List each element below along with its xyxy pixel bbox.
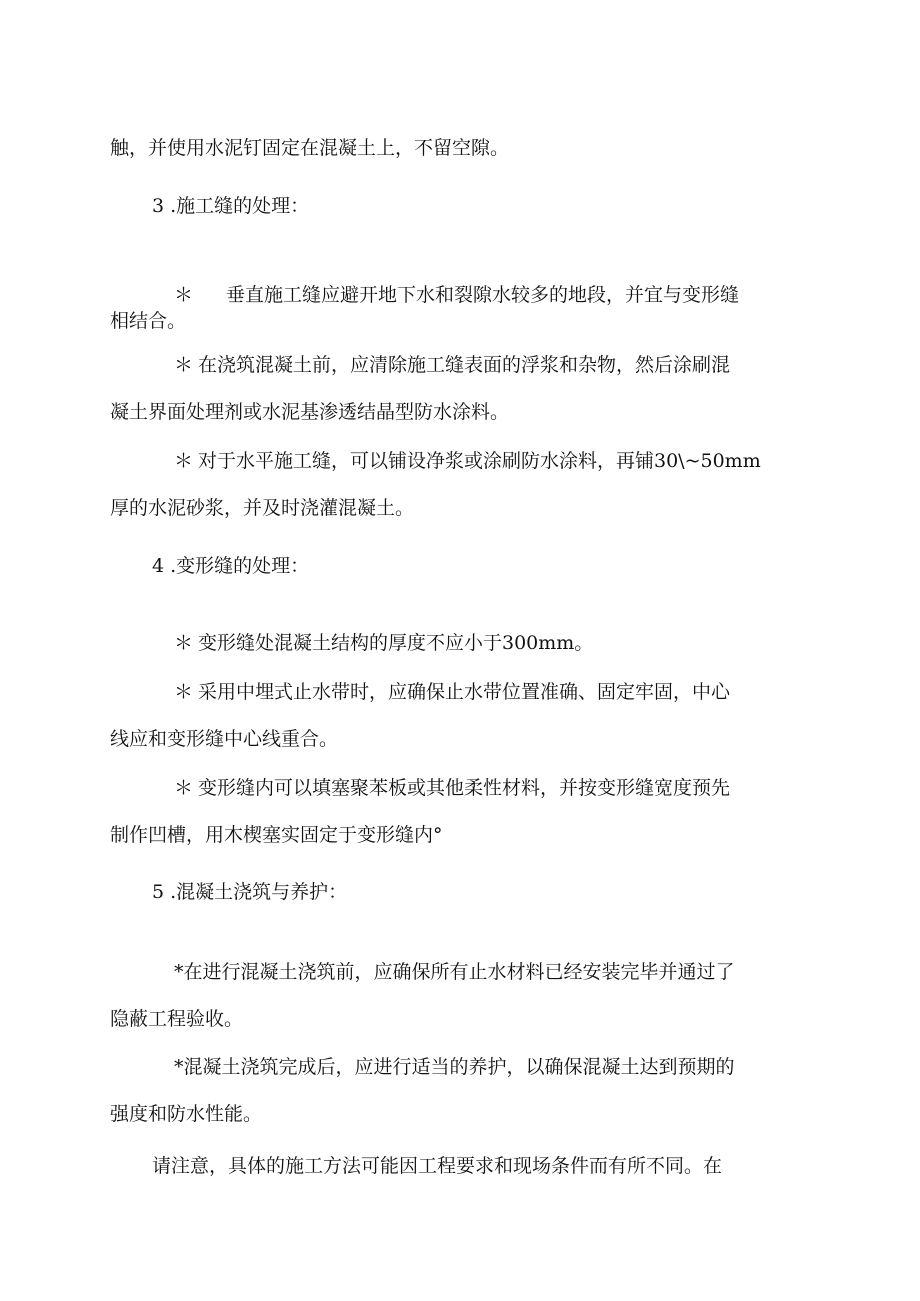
section-heading-construction-joint	[152, 194, 309, 218]
bullet-text: 变形缝内可以填塞聚苯板或其他柔性材料，并按变形缝宽度预先	[198, 777, 731, 799]
bullet-item-continuation	[110, 496, 414, 520]
bullet-marker: ＊	[174, 450, 194, 472]
bullet-item-horizontal-joint	[174, 449, 761, 473]
bullet-text: 对于水平施工缝，可以铺设净浆或涂刷防水涂料，再铺30\~50mm	[198, 450, 761, 472]
bullet-marker: ＊	[174, 354, 194, 376]
bullet-text: 垂直施工缝应避开地下水和裂隙水较多的地段，并宜与变形缝	[226, 284, 740, 306]
heading-text: 3 .施工缝的处理：	[152, 195, 310, 217]
bullet-item-continuation	[110, 1102, 262, 1126]
bullet-item-inspection	[174, 960, 735, 984]
section-heading-deformation-joint	[152, 554, 309, 578]
paragraph-text: 请注意，具体的施工方法可能因工程要求和现场条件而有所不同。在	[152, 1155, 723, 1177]
bullet-text: 线应和变形缝中心线重合。	[110, 728, 339, 750]
bullet-item-continuation	[110, 309, 186, 333]
bullet-item-continuation	[110, 1007, 243, 1031]
bullet-item-waterstop	[174, 680, 730, 704]
bullet-item-curing	[174, 1055, 735, 1079]
bullet-text: 在浇筑混凝土前，应清除施工缝表面的浮浆和杂物，然后涂刷混	[198, 354, 731, 376]
heading-text: 4 .变形缝的处理：	[152, 555, 310, 577]
bullet-text: 厚的水泥砂浆，并及时浇灌混凝土。	[110, 497, 415, 519]
bullet-item-continuation	[110, 400, 509, 424]
bullet-text: *混凝土浇筑完成后，应进行适当的养护，以确保混凝土达到预期的	[174, 1056, 735, 1078]
bullet-item-continuation	[110, 823, 443, 847]
bullet-marker: ＊	[174, 632, 194, 654]
section-heading-pouring-curing	[152, 880, 347, 904]
bullet-marker: ＊	[174, 284, 194, 306]
bullet-marker: ＊	[174, 777, 194, 799]
paragraph-note	[152, 1154, 722, 1178]
bullet-text: 变形缝处混凝土结构的厚度不应小于300mm。	[198, 632, 594, 654]
bullet-item-filler	[174, 776, 730, 800]
paragraph-continuation	[110, 136, 509, 160]
bullet-text: 采用中埋式止水带时，应确保止水带位置准确、固定牢固，中心	[198, 681, 731, 703]
bullet-item-continuation	[110, 727, 338, 751]
bullet-marker: ＊	[174, 681, 194, 703]
bullet-item-thickness	[174, 631, 593, 655]
bullet-text: 强度和防水性能。	[110, 1103, 263, 1125]
bullet-text: 制作凹槽，用木楔塞实固定于变形缝内°	[110, 824, 443, 846]
bullet-text: 隐蔽工程验收。	[110, 1008, 244, 1030]
bullet-text: *在进行混凝土浇筑前，应确保所有止水材料已经安装完毕并通过了	[174, 961, 735, 983]
paragraph-text: 触，并使用水泥钉固定在混凝土上，不留空隙。	[110, 137, 510, 159]
heading-text: 5 .混凝土浇筑与养护：	[152, 881, 348, 903]
bullet-text: 相结合。	[110, 310, 187, 332]
bullet-item-vertical-joint	[174, 283, 739, 307]
bullet-text: 凝土界面处理剂或水泥基渗透结晶型防水涂料。	[110, 401, 510, 423]
bullet-item-before-pouring	[174, 353, 730, 377]
